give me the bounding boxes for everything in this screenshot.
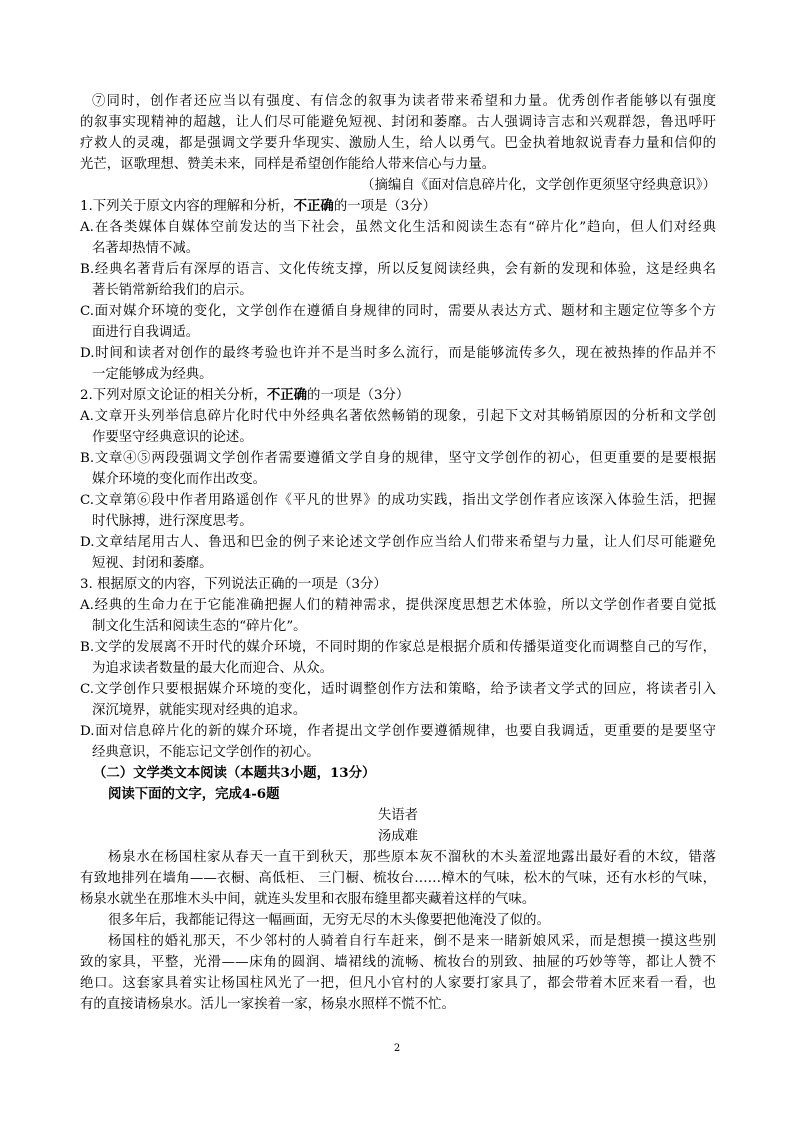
option-line: 媒介环境的变化而作出改变。 xyxy=(92,472,267,487)
story-paragraph xyxy=(80,910,716,931)
option-c xyxy=(80,679,716,721)
option-line: A.文章开头列举信息碎片化时代中外经典名著依然畅销的现象，引起下文对其畅销原因的分析和文学创 xyxy=(80,409,716,424)
passage-line: 的叙事实现精神的超越，让人们尽可能避免短视、封闭和萎靡。古人强调诗言志和兴观群怨，鲁迅呼吁 xyxy=(80,115,716,130)
stem-text: 的一项是（3分） xyxy=(333,199,437,214)
option-line: 制文化生活和阅读生态的“碎片化”。 xyxy=(92,619,307,634)
passage-line: 光芒，讴歌理想、赞美未来，同样是希望创作能给人带来信心与力量。 xyxy=(80,157,496,172)
option-line: D.时间和读者对创作的最终考验也许并不是当时多么流行，而是能够流传多久，现在被热捧的作品并不 xyxy=(80,346,716,361)
option-b xyxy=(80,448,716,490)
option-b xyxy=(80,259,716,301)
option-line: 为追求读者数量的最大化而迎合、从众。 xyxy=(92,661,334,676)
option-d xyxy=(80,343,716,385)
passage-paragraph xyxy=(80,91,716,175)
question-3 xyxy=(80,574,716,763)
story-line: 致的家具，平整，光滑——床角的圆润、墙裙线的流畅、梳妆台的别致、抽屉的巧妙等等，都让人赞不 xyxy=(80,955,716,970)
option-line: C.文章第⑥段中作者用路遥创作《平凡的世界》的成功实践，指出文学创作者应该深入体验生活，把握 xyxy=(80,493,716,508)
stem-text: 的一项是（3分） xyxy=(307,388,410,403)
option-line: 一定能够成为经典。 xyxy=(92,367,213,382)
option-line: C.面对媒介环境的变化，文学创作在遵循自身规律的同时，需要从表达方式、题材和主题定位等多个方 xyxy=(80,304,716,319)
story-line: 杨泉水就坐在那堆木头中间，就连头发里和衣服布缝里都夹藏着这样的气味。 xyxy=(80,892,536,907)
option-a xyxy=(80,406,716,448)
option-line: A.在各类媒体自媒体空前发达的当下社会，虽然文化生活和阅读生态有“碎片化”趋向，但人们对经典 xyxy=(80,220,716,235)
option-line: 面进行自我调适。 xyxy=(92,325,200,340)
question-stem: 3. 根据原文的内容，下列说法正确的一项是（3分） xyxy=(80,577,387,592)
option-line: B.文学的发展离不开时代的媒介环境，不同时期的作家总是根据介质和传播渠道变化而调整自己的写作， xyxy=(80,640,716,655)
option-line: B.经典名著背后有深厚的语言、文化传统支撑，所以反复阅读经典，会有新的发现和体验，这是经典名 xyxy=(80,262,716,277)
story-line: 有致地排列在墙角——衣橱、高低柜、 三门橱、梳妆台……樟木的气味，松木的气味，还有水杉的气味， xyxy=(80,871,716,886)
stem-emphasis: 不正确 xyxy=(293,198,334,214)
option-c xyxy=(80,301,716,343)
option-line: 短视、封闭和萎靡。 xyxy=(92,556,213,571)
option-a xyxy=(80,217,716,259)
option-line: 名著却热情不减。 xyxy=(92,241,200,256)
passage-line: 疗救人的灵魂，都是强调文学要升华现实、激励人生，给人以勇气。巴金执着地叙说青春力量和信仰的 xyxy=(80,136,716,151)
option-line: D.面对信息碎片化的新的媒介环境，作者提出文学创作要遵循规律，也要自我调适，更重要的是要坚守 xyxy=(80,724,716,739)
section-instruction: 阅读下面的文字，完成4-6题 xyxy=(108,786,280,802)
stem-text: 2.下列对原文论证的相关分析， xyxy=(80,388,267,403)
story-line: 杨泉水在杨国柱家从春天一直干到秋天，那些原本灰不溜秋的木头羞涩地露出最好看的木纹，错落 xyxy=(108,850,716,865)
story-title: 失语者 xyxy=(377,808,419,823)
page-number: 2 xyxy=(393,1043,401,1054)
option-line: C.文学创作只要根据媒介环境的变化，适时调整创作方法和策略，给予读者文学式的回应，将读者引入 xyxy=(80,682,716,697)
story-paragraph xyxy=(80,847,716,910)
option-a xyxy=(80,595,716,637)
story-line: 有的直接请杨泉水。活儿一家挨着一家，杨泉水照样不慌不忙。 xyxy=(80,997,455,1012)
story-line: 很多年后，我都能记得这一幅画面，无穷无尽的木头像要把他淹没了似的。 xyxy=(108,913,550,928)
story-author: 汤成难 xyxy=(377,829,419,844)
option-d xyxy=(80,532,716,574)
question-2 xyxy=(80,385,716,574)
option-b xyxy=(80,637,716,679)
option-line: 经典意识，不能忘记文学创作的初心。 xyxy=(92,745,320,760)
option-line: 作要坚守经典意识的论述。 xyxy=(92,430,253,445)
source-citation: （摘编自《面对信息碎片化，文学创作更须坚守经典意识》） xyxy=(361,178,716,193)
option-line: D.文章结尾用古人、鲁迅和巴金的例子来论述文学创作应当给人们带来希望与力量，让人们尽可能避免 xyxy=(80,535,716,550)
option-c xyxy=(80,490,716,532)
story-paragraph xyxy=(80,931,716,1015)
question-stem xyxy=(80,196,716,217)
story-line: 杨国柱的婚礼那天，不少邻村的人骑着自行车赶来，倒不是来一睹新娘风采，而是想摸一摸这些别 xyxy=(108,934,716,949)
stem-text: 1.下列关于原文内容的理解和分析， xyxy=(80,199,294,214)
option-line: 深沉境界，就能实现对经典的追求。 xyxy=(92,703,307,718)
option-line: 时代脉搏，进行深度思考。 xyxy=(92,514,253,529)
stem-emphasis: 不正确 xyxy=(266,387,308,403)
option-line: A.经典的生命力在于它能准确把握人们的精神需求，提供深度思想艺术体验，所以文学创作者要自觉抵 xyxy=(80,598,716,613)
question-1 xyxy=(80,196,716,385)
story-line: 绝口。这套家具着实让杨国柱风光了一把，但凡小官村的人家要打家具了，都会带着木匠来看一看，也 xyxy=(80,976,716,991)
option-d xyxy=(80,721,716,763)
passage-line: ⑦同时，创作者还应当以有强度、有信念的叙事为读者带来希望和力量。优秀创作者能够以有强度 xyxy=(92,94,716,109)
section-heading: （二）文学类文本阅读（本题共3小题，13分） xyxy=(93,765,376,781)
option-line: 著长销常新给我们的启示。 xyxy=(92,283,253,298)
page-content xyxy=(80,91,716,1015)
option-line: B.文章④⑤两段强调文学创作者需要遵循文学自身的规律，坚守文学创作的初心，但更重要的是要根据 xyxy=(80,451,716,466)
question-stem xyxy=(80,385,716,406)
